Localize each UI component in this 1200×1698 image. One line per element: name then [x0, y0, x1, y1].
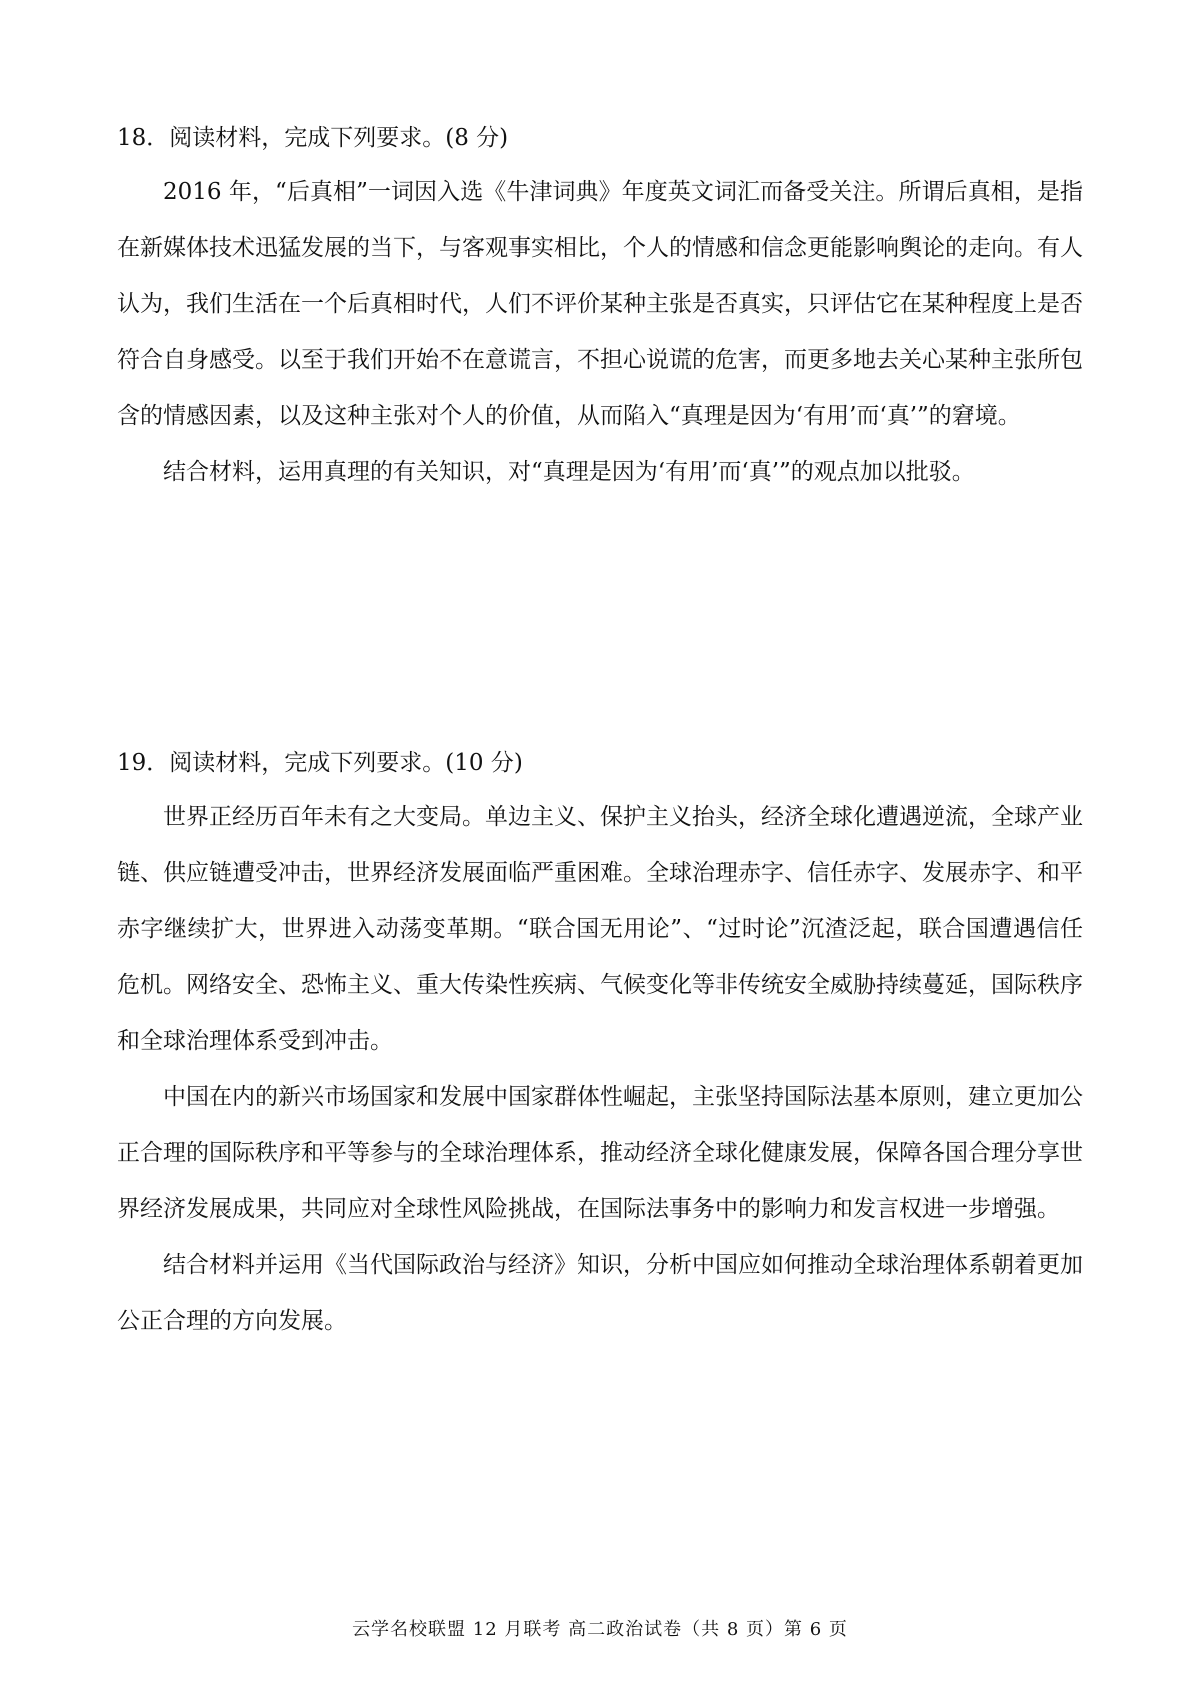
question-18: [117, 112, 1083, 500]
question-19-material-1: 世界正经历百年未有之大变局。单边主义、保护主义抬头，经济全球化遭遇逆流，全球产业链、供应链遭受冲击，世界经济发展面临严重困难。全球治理赤字、信任赤字、发展赤字、和平赤字继续扩大，世界进入动荡变革期。“联合国无用论”、“过时论”沉渣泛起，联合国遭遇信任危机。网络安全、恐怖主义、重大传染性疾病、气候变化等非传统安全威胁持续蔓延，国际秩序和全球治理体系受到冲击。: [117, 804, 1083, 1054]
question-19-material-2: 中国在内的新兴市场国家和发展中国家群体性崛起，主张坚持国际法基本原则，建立更加公正合理的国际秩序和平等参与的全球治理体系，推动经济全球化健康发展，保障各国合理分享世界经济发展成果，共同应对全球性风险挑战，在国际法事务中的影响力和发言权进一步增强。: [117, 1084, 1083, 1222]
question-19-task: 结合材料并运用《当代国际政治与经济》知识，分析中国应如何推动全球治理体系朝着更加公正合理的方向发展。: [117, 1252, 1083, 1334]
question-19-header: 19．阅读材料，完成下列要求。(10 分): [117, 750, 523, 776]
question-19: [117, 737, 1083, 1349]
question-18-task: 结合材料，运用真理的有关知识，对“真理是因为‘有用’而‘真’”的观点加以批驳。: [163, 459, 975, 485]
page-footer: 云学名校联盟 12 月联考 高二政治试卷（共 8 页）第 6 页: [352, 1619, 848, 1640]
question-18-header: 18．阅读材料，完成下列要求。(8 分): [117, 125, 509, 151]
question-18-material: 2016 年，“后真相”一词因入选《牛津词典》年度英文词汇而备受关注。所谓后真相，是指在新媒体技术迅猛发展的当下，与客观事实相比，个人的情感和信念更能影响舆论的走向。有人认为，我们生活在一个后真相时代，人们不评价某种主张是否真实，只评估它在某种程度上是否符合自身感受。以至于我们开始不在意谎言，不担心说谎的危害，而更多地去关心某种主张所包含的情感因素，以及这种主张对个人的价值，从而陷入“真理是因为‘有用’而‘真’”的窘境。: [117, 179, 1083, 429]
